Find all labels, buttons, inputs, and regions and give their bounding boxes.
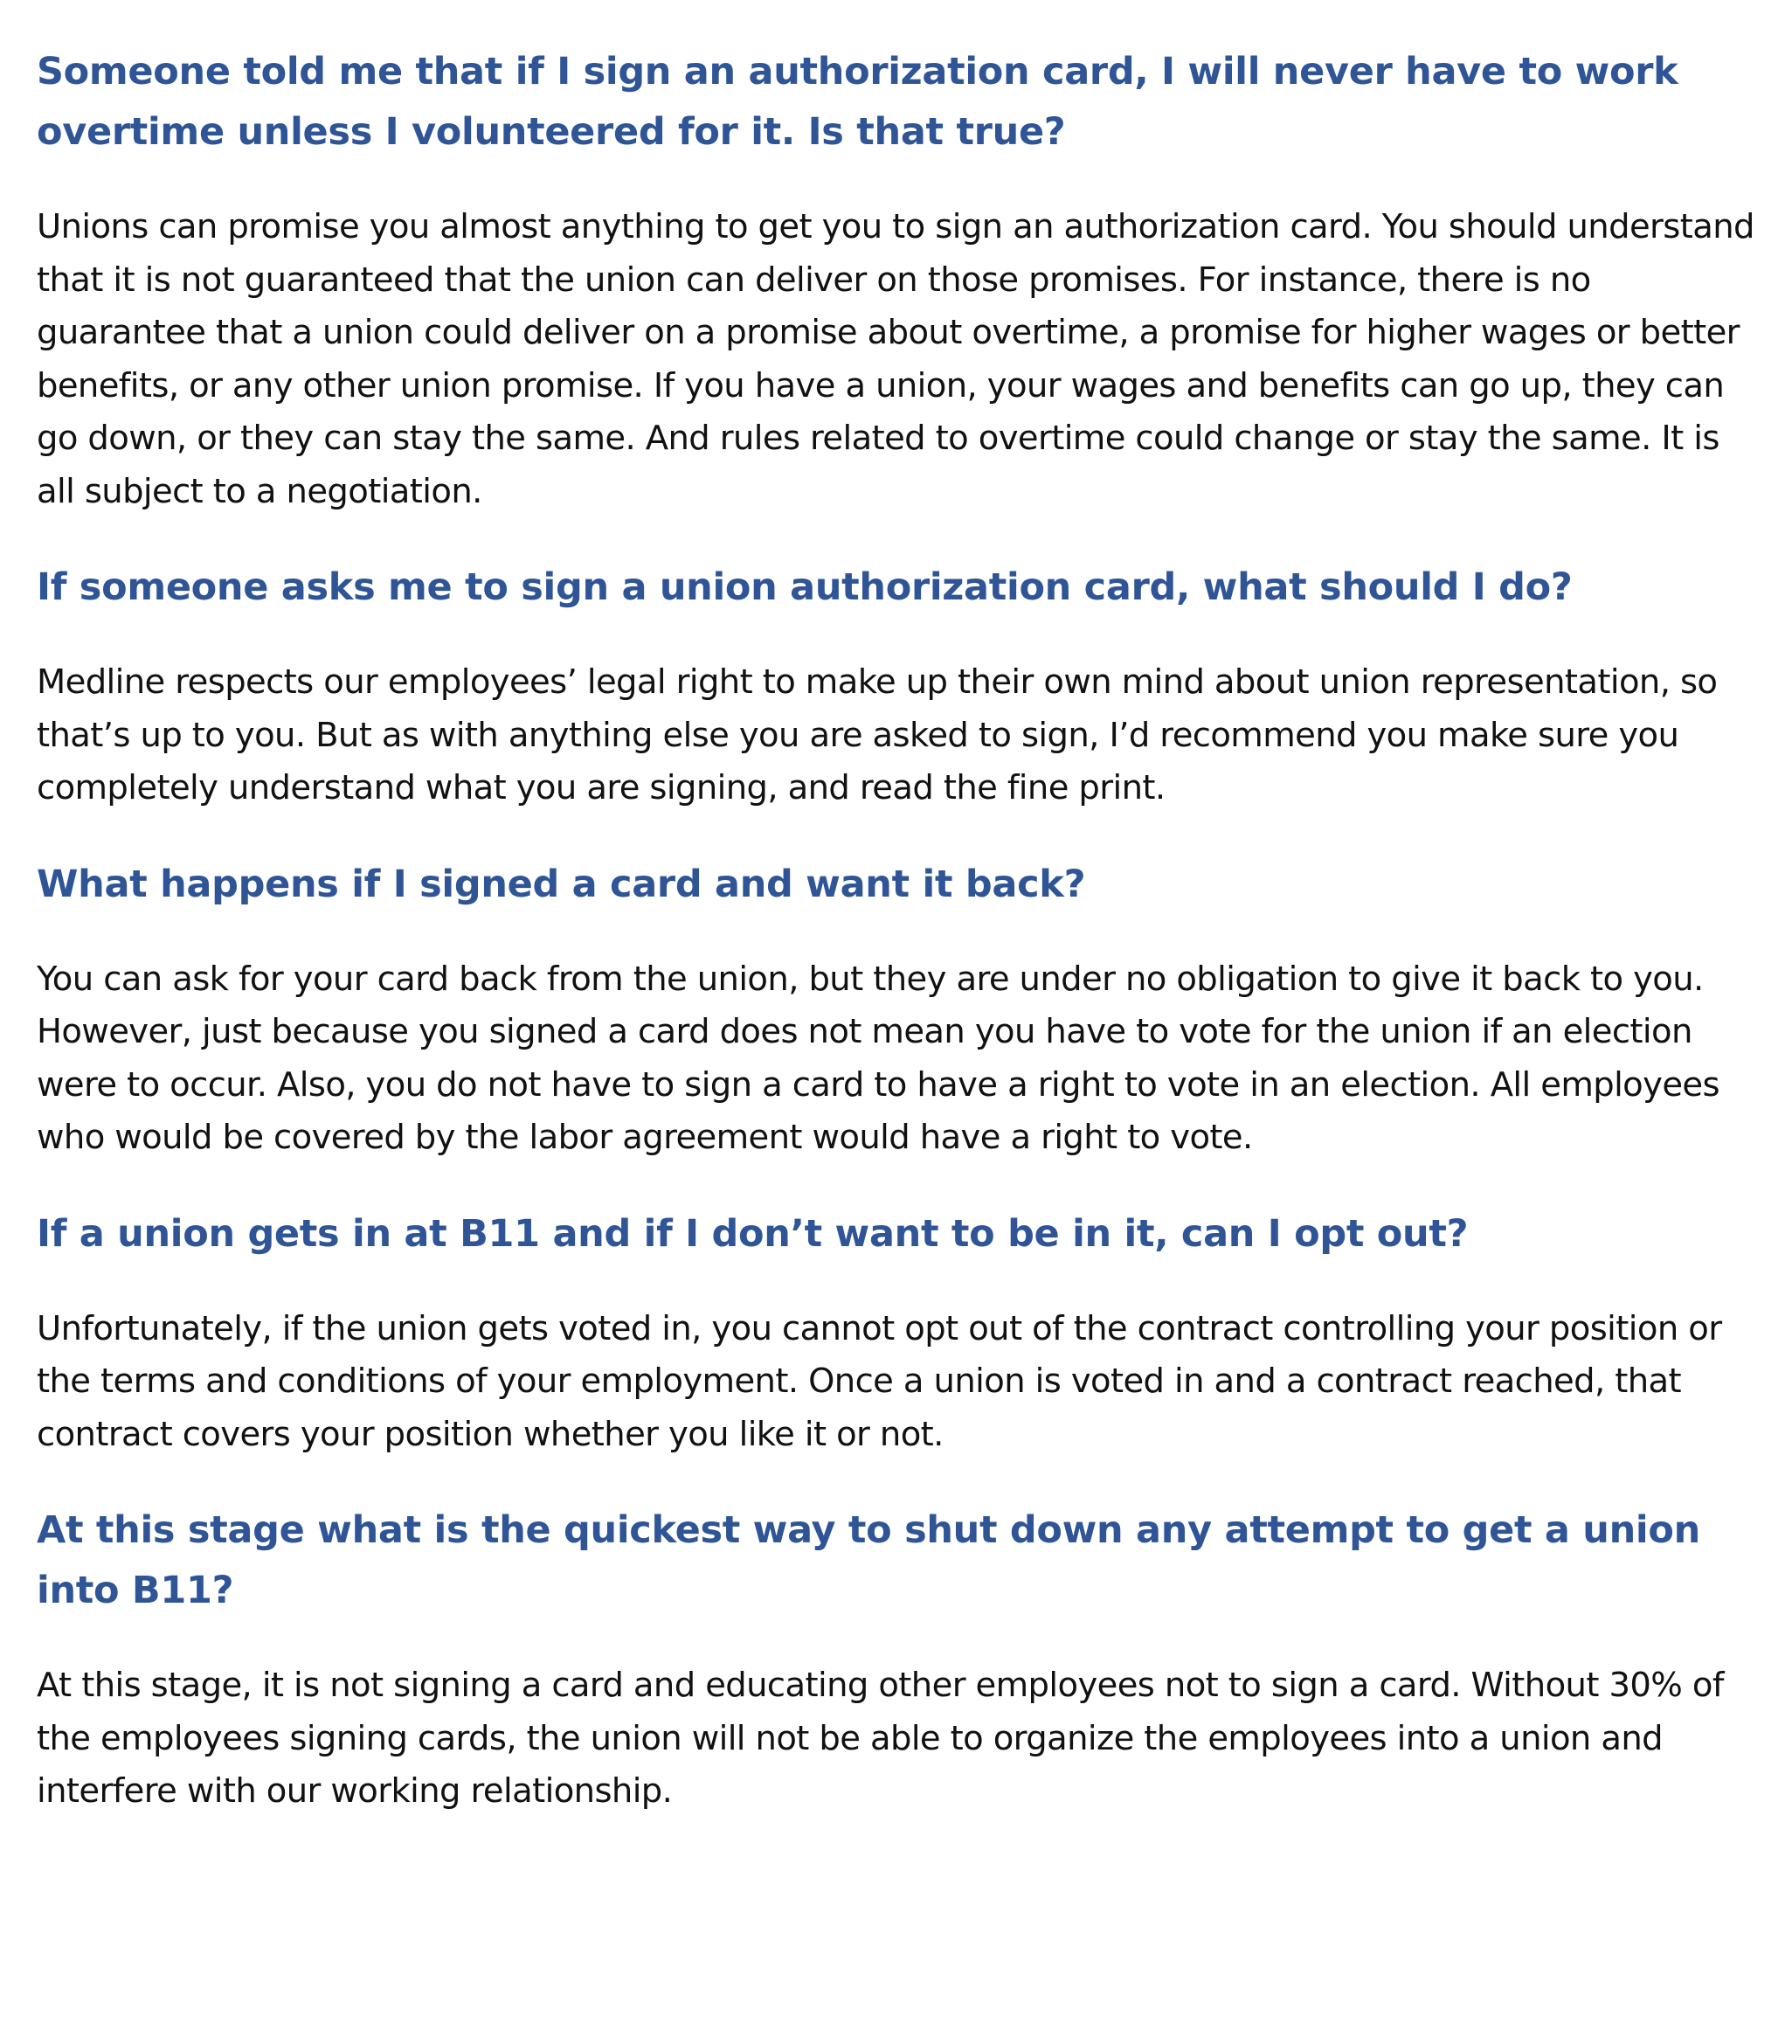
faq-question: Someone told me that if I sign an authorization card, I will never have to work overtime unless I volunteered for it. Is that true? — [37, 50, 1678, 154]
faq-question: If a union gets in at B11 and if I don’t want to be in it, can I opt out? — [37, 1211, 1469, 1256]
faq-question: If someone asks me to sign a union authorization card, what should I do? — [37, 565, 1573, 609]
faq-item-overtime — [37, 42, 1762, 518]
faq-question: What happens if I signed a card and want it back? — [37, 862, 1086, 906]
faq-item-card-back — [37, 855, 1762, 1165]
faq-item-shut-down — [37, 1500, 1762, 1819]
faq-answer: Medline respects our employees’ legal right to make up their own mind about union representation, so that’s up to you. But as with anything else you are asked to sign, I’d recommend you make sure you completely understand what you are signing, and read the fine print. — [37, 662, 1718, 807]
faq-item-opt-out — [37, 1204, 1762, 1462]
faq-answer: Unfortunately, if the union gets voted in, you cannot opt out of the contract controlling your position or the terms and conditions of your employment. Once a union is voted in and a contract reached, that contract covers your position whether you like it or not. — [37, 1308, 1722, 1454]
faq-question: At this stage what is the quickest way to shut down any attempt to get a union into B11? — [37, 1508, 1700, 1612]
faq-document — [37, 42, 1762, 1819]
faq-item-sign-card — [37, 558, 1762, 815]
faq-answer: Unions can promise you almost anything to get you to sign an authorization card. You should understand that it is not guaranteed that the union can deliver on those promises. For instance, there is no guarantee that a union could deliver on a promise about overtime, a promise for higher wages or better benefits, or any other union promise. If you have a union, your wages and benefits can go up, they can go down, or they can stay the same. And rules related to overtime could change or stay the same. It is all subject to a negotiation. — [37, 207, 1754, 511]
faq-answer: At this stage, it is not signing a card and educating other employees not to sign a card. Without 30% of the employees signing cards, the union will not be able to organize the employees into a union and interfere with our working relationship. — [37, 1666, 1724, 1811]
faq-answer: You can ask for your card back from the union, but they are under no obligation to give it back to you. However, just because you signed a card does not mean you have to vote for the union if an election were to occur. Also, you do not have to sign a card to have a right to vote in an election. All employees who would be covered by the labor agreement would have a right to vote. — [37, 959, 1719, 1157]
